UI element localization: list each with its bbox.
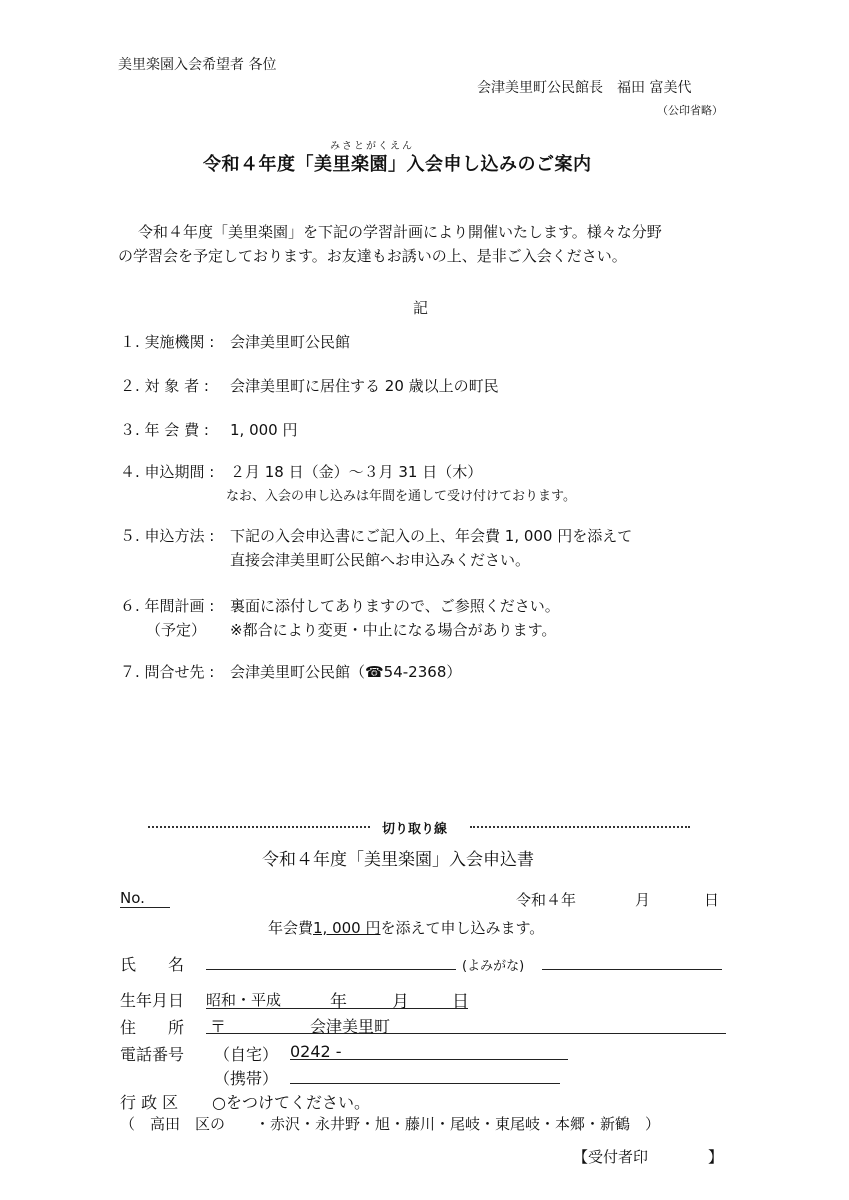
ki-heading: 記 [413, 299, 429, 317]
form-yomigana-label: (よみがな) [462, 959, 525, 974]
form-district-options: （ 高田 区の ・赤沢・永井野・旭・藤川・尾岐・東尾岐・本郷・新鶴 ） [120, 1115, 661, 1133]
item-2-value: 会津美里町に居住する 20 歳以上の町民 [230, 377, 499, 395]
item-1-value: 会津美里町公民館 [230, 333, 351, 351]
form-district-instruction: ○をつけてください。 [212, 1093, 370, 1112]
form-name-label: 氏 名 [120, 955, 185, 974]
form-name-line[interactable] [206, 969, 456, 970]
form-no-line[interactable] [120, 907, 170, 908]
form-phone-mobile-label: （携帯） [214, 1069, 279, 1088]
form-birth-year: 年 [330, 992, 347, 1012]
item-3-label: ３. 年 会 費 : [120, 421, 209, 439]
form-birth-era: 昭和・平成 [206, 991, 282, 1009]
form-no-label: No. [120, 889, 145, 907]
item-4-note: なお、入会の申し込みは年間を通して受け付けております。 [226, 489, 576, 504]
form-date-day: 日 [704, 891, 720, 909]
item-4-label: ４. 申込期間 : [120, 463, 215, 481]
form-phone-home-line[interactable] [290, 1059, 568, 1060]
form-fee-sentence [268, 917, 544, 938]
form-birth-month: 月 [392, 992, 409, 1012]
form-date-month: 月 [635, 891, 651, 909]
form-phone-home-label: （自宅） [214, 1045, 279, 1064]
form-address-label: 住 所 [120, 1018, 185, 1037]
form-phone-home-prefix: 0242 - [290, 1042, 342, 1061]
item-6-value-2: ※都合により変更・中止になる場合があります。 [230, 621, 557, 639]
form-date-era: 令和４年 [516, 891, 577, 909]
item-2-label: ２. 対 象 者 : [120, 377, 209, 395]
intro-line-1: 令和４年度「美里楽園」を下記の学習計画により開催いたします。様々な分野 [138, 223, 662, 241]
item-5-label: ５. 申込方法 : [120, 527, 215, 545]
form-yomigana-line[interactable] [542, 969, 722, 970]
intro-line-2: の学習会を予定しております。お友達もお誘いの上、是非ご入会ください。 [118, 247, 627, 265]
item-6-label-2: （予定） [146, 621, 207, 639]
form-fee-pre: 年会費 [268, 919, 314, 937]
cut-line-right [470, 826, 690, 828]
cut-line-label: 切り取り線 [382, 822, 448, 837]
item-1-label: １. 実施機関 : [120, 333, 215, 351]
title-ruby: みさとがくえん [330, 141, 414, 152]
item-6-label: ６. 年間計画 : [120, 597, 215, 615]
cut-line-left [148, 826, 370, 828]
page-title: 令和４年度「美里楽園」入会申し込みのご案内 [203, 154, 592, 175]
receipt-stamp: 【受付者印 】 [573, 1148, 724, 1166]
addressee: 美里楽園入会希望者 各位 [118, 57, 277, 73]
form-fee-post: を添えて申し込みます。 [380, 919, 545, 937]
item-5-value-2: 直接会津美里町公民館へお申込みください。 [230, 551, 531, 569]
form-district-label: 行 政 区 [120, 1093, 179, 1112]
form-postal-mark: 〒 [210, 1017, 227, 1036]
item-5-value: 下記の入会申込書にご記入の上、年会費 1, 000 円を添えて [230, 527, 633, 545]
seal-note: （公印省略） [657, 104, 723, 117]
form-phone-label: 電話番号 [120, 1045, 185, 1064]
item-3-value: 1, 000 円 [230, 421, 298, 439]
item-7-label: ７. 問合せ先 : [120, 663, 215, 681]
sender: 会津美里町公民館長 福田 富美代 [477, 80, 692, 96]
form-birth-day: 日 [452, 992, 469, 1012]
form-phone-mobile-line[interactable] [290, 1083, 560, 1084]
form-address-value: 会津美里町 [310, 1017, 391, 1036]
item-4-value: ２月 18 日（金）～３月 31 日（木） [230, 463, 483, 481]
form-birth-line[interactable] [206, 1008, 468, 1009]
item-7-value: 会津美里町公民館（☎54-2368） [230, 663, 462, 681]
form-title: 令和４年度「美里楽園」入会申込書 [262, 850, 534, 870]
form-birth-label: 生年月日 [120, 991, 185, 1010]
item-6-value: 裏面に添付してありますので、ご参照ください。 [230, 597, 560, 615]
form-fee-amount: 1, 000 円 [313, 919, 381, 937]
form-address-line[interactable] [206, 1033, 726, 1034]
